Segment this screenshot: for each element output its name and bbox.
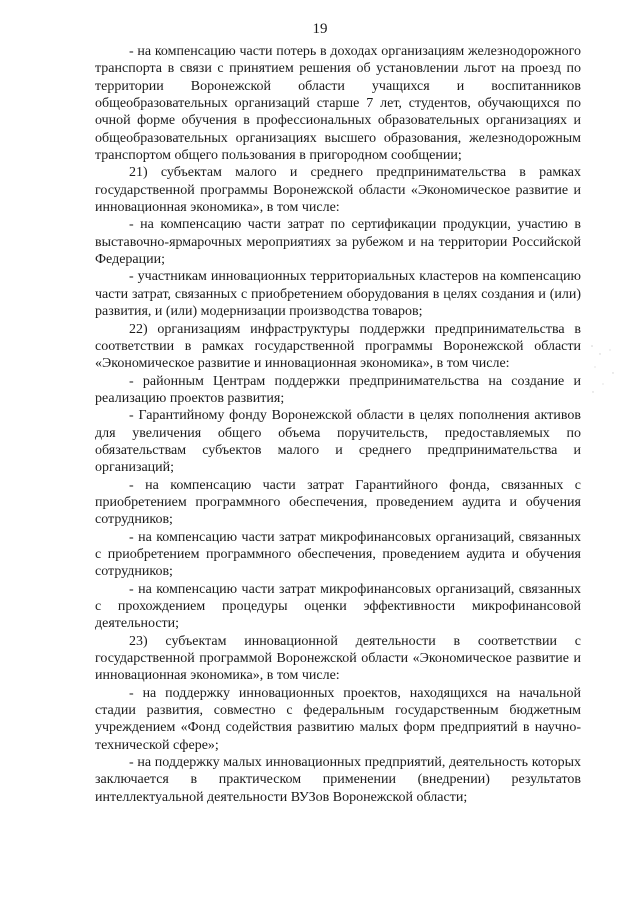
paragraph-item-23: 23) субъектам инновационной деятельности в соответствии с государственной программой Воронежской области «Экономическое развитие и инновационная экономика», в том числе: bbox=[95, 633, 581, 684]
paragraph-item-22: 22) организациям инфраструктуры поддержки предпринимательства в соответствии в рамках государственной программы Воронежской области «Экономическое развитие и инновационная экономика», в том числе: bbox=[95, 321, 581, 372]
paragraph-item-21: 21) субъектам малого и среднего предпринимательства в рамках государственной программы Воронежской области «Экономическое развитие и инновационная экономика», в том числе: bbox=[95, 165, 581, 216]
page-number: 19 bbox=[312, 21, 328, 37]
paragraph-certification-compensation: - на компенсацию части затрат по сертификации продукции, участию в выставочно-ярмарочных мероприятиях за рубежом и на территории Российской Федерации; bbox=[95, 217, 581, 268]
paragraph-cluster-participants: - участникам инновационных территориальных кластеров на компенсацию части затрат, связанных с приобретением оборудования в целях создания и (или) развития, и (или) модернизации производства товаров; bbox=[95, 269, 581, 320]
paragraph-guarantee-fund: - Гарантийному фонду Воронежской области в целях пополнения активов для увеличения общего объема поручительств, предоставляемых по обязательствам субъектов малого и среднего предпринимательства и организаций; bbox=[95, 408, 581, 476]
paragraph-small-innovative-enterprises: - на поддержку малых инновационных предприятий, деятельность которых заключается в практическом применении (внедрении) результатов интеллектуальной деятельности ВУЗов Воронежской области; bbox=[95, 755, 581, 805]
paragraph-microfinance-software: - на компенсацию части затрат микрофинансовых организаций, связанных с приобретением программного обеспечения, проведением аудита и обучения сотрудников; bbox=[95, 529, 581, 580]
document-body bbox=[95, 43, 581, 806]
paragraph-railway-compensation: - на компенсацию части потерь в доходах организациям железнодорожного транспорта в связи с принятием решения об установлении льгот на проезд по территории Воронежской области учащихся и воспитанников общеобразовательных организаций старше 7 лет, студентов, обучающихся по очной форме обучения в профессиональных образовательных организациях и общеобразовательных организациях высшего образования, железнодорожным транспортом общего пользования в пригородном сообщении; bbox=[95, 44, 581, 164]
paragraph-guarantee-fund-costs: - на компенсацию части затрат Гарантийного фонда, связанных с приобретением программного обеспечения, проведением аудита и обучения сотрудников; bbox=[95, 477, 581, 528]
paragraph-microfinance-assessment: - на компенсацию части затрат микрофинансовых организаций, связанных с прохождением процедуры оценки эффективности микрофинансовой деятельности; bbox=[95, 581, 581, 632]
paragraph-innovation-projects: - на поддержку инновационных проектов, находящихся на начальной стадии развития, совместно с федеральным государственным бюджетным учреждением «Фонд содействия развитию малых форм предприятий в научно-технической сфере»; bbox=[95, 685, 581, 753]
scan-noise-marks bbox=[588, 340, 618, 400]
paragraph-district-centers: - районным Центрам поддержки предпринимательства на создание и реализацию проектов развития; bbox=[95, 373, 581, 406]
